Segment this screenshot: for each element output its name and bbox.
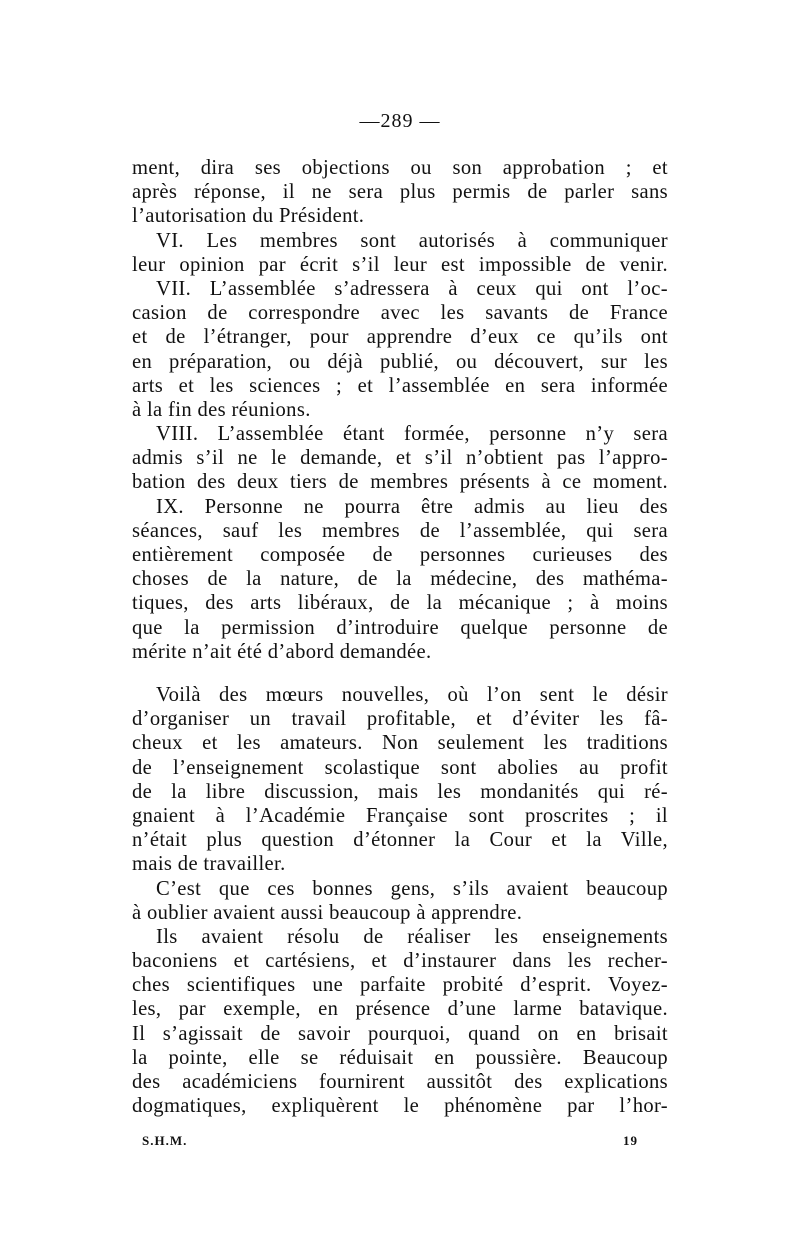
- text-line: Il s’agissait de savoir pourquoi, quand on en brisait: [132, 1022, 668, 1045]
- text-line: et de l’étranger, pour apprendre d’eux ce qu’ils ont: [132, 326, 668, 349]
- text-line: admis s’il ne le demande, et s’il n’obtient pas l’appro-: [132, 447, 668, 470]
- rules-paragraphs: [132, 156, 668, 664]
- text-line: casion de correspondre avec les savants de France: [132, 302, 668, 325]
- text-line: des académiciens fournirent aussitôt des explications: [132, 1071, 668, 1093]
- text-line: bation des deux tiers de membres présents à ce moment.: [132, 471, 668, 494]
- text-line: ches scientifiques une parfaite probité d’esprit. Voyez-: [132, 974, 668, 997]
- text-line: après réponse, il ne sera plus permis de parler sans: [132, 181, 668, 204]
- text-line: d’organiser un travail profitable, et d’éviter les fâ-: [132, 708, 668, 731]
- text-line: gnaient à l’Académie Française sont proscrites ; il: [132, 804, 668, 827]
- text-line: entièrement composée de personnes curieuses des: [132, 544, 668, 566]
- text-line: de la libre discussion, mais les mondanités qui ré-: [132, 780, 668, 803]
- signature-number: 19: [623, 1133, 638, 1148]
- text-line: Ils avaient résolu de réaliser les enseignements: [156, 925, 668, 948]
- text-line: en préparation, ou déjà publié, ou découvert, sur les: [132, 350, 668, 373]
- text-line: à oublier avaient aussi beaucoup à apprendre.: [132, 901, 523, 924]
- text-line: l’autorisation du Président.: [132, 205, 365, 228]
- text-line: VII. L’assemblée s’adressera à ceux qui ont l’oc-: [156, 277, 668, 300]
- text-line: que la permission d’introduire quelque personne de: [132, 616, 668, 639]
- text-line: la pointe, elle se réduisait en poussière. Beaucoup: [132, 1046, 668, 1069]
- text-line: séances, sauf les membres de l’assemblée, qui sera: [132, 519, 668, 542]
- text-line: n’était plus question d’étonner la Cour et la Ville,: [132, 829, 668, 852]
- text-line: ment, dira ses objections ou son approbation ; et: [132, 157, 668, 179]
- text-line: VI. Les membres sont autorisés à communiquer: [156, 229, 668, 252]
- text-line: mérite n’ait été d’abord demandée.: [132, 640, 432, 663]
- text-line: à la fin des réunions.: [132, 398, 311, 421]
- text-line: VIII. L’assemblée étant formée, personne n’y sera: [156, 423, 668, 446]
- text-line: tiques, des arts libéraux, de la mécanique ; à moins: [132, 592, 668, 615]
- text-line: de l’enseignement scolastique sont abolies au profit: [132, 756, 668, 779]
- text-line: IX. Personne ne pourra être admis au lieu des: [156, 495, 668, 518]
- text-line: arts et les sciences ; et l’assemblée en sera informée: [132, 374, 668, 397]
- text-line: dogmatiques, expliquèrent le phénomène par l’hor-: [132, 1095, 668, 1118]
- text-line: mais de travailler.: [132, 853, 286, 876]
- signature-mark: S.H.M.: [142, 1133, 188, 1148]
- commentary-paragraphs: [132, 683, 668, 1118]
- text-line: leur opinion par écrit s’il leur est impossible de venir.: [132, 253, 668, 276]
- text-line: Voilà des mœurs nouvelles, où l’on sent le désir: [156, 684, 668, 706]
- page-footer: [142, 1133, 638, 1153]
- text-line: baconiens et cartésiens, et d’instaurer dans les recher-: [132, 950, 668, 973]
- text-line: C’est que ces bonnes gens, s’ils avaient beaucoup: [156, 877, 668, 900]
- text-line: cheux et les amateurs. Non seulement les traditions: [132, 732, 668, 755]
- text-line: les, par exemple, en présence d’une larme batavique.: [132, 998, 668, 1021]
- page-number: —289 —: [359, 110, 441, 132]
- text-line: choses de la nature, de la médecine, des mathéma-: [132, 568, 668, 591]
